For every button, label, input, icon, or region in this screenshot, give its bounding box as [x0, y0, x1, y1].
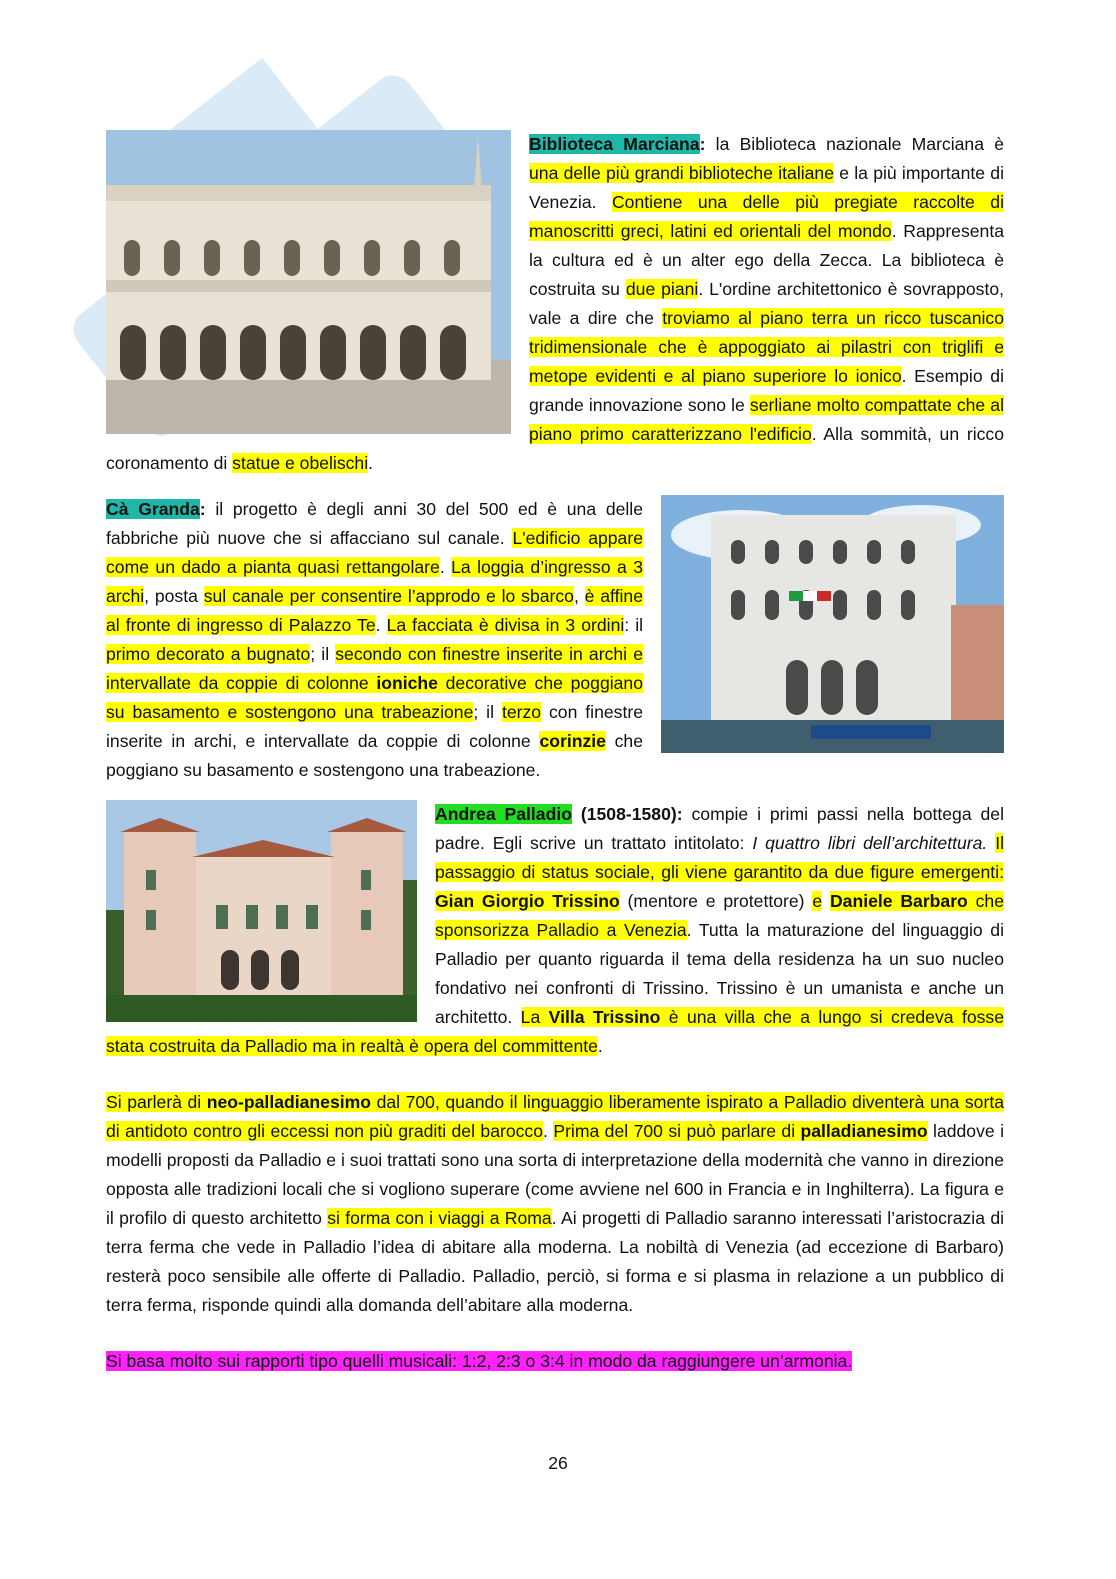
highlight-run: e [812, 891, 823, 911]
highlight-run: Si parlerà di [106, 1092, 207, 1112]
heading-colon: : [699, 134, 706, 154]
highlight-bold-run: Daniele Barbaro [829, 891, 968, 911]
text-run: . Esempio di grande innovazione sono le [529, 366, 1004, 415]
heading-colon: : [199, 499, 206, 519]
text-run: . L'ordine architettonico è sovrapposto, vale a dire che [529, 279, 1005, 328]
text-run: il progetto è degli anni 30 del 500 ed è una delle fabbriche più nuove che si affacciano sul canale. [106, 499, 643, 548]
text-run: . [375, 615, 387, 635]
highlight-run: secondo con finestre inserite in archi e intervallate da coppie di colonne [106, 644, 643, 693]
highlight-bold-run: ioniche [376, 673, 438, 693]
magenta-highlight-run: Si basa molto sui rapporti tipo quelli musicali: 1:2, 2:3 o 3:4 in modo da raggiungere un’armonia. [106, 1351, 853, 1371]
text-run: : il [624, 615, 644, 635]
highlight-run: che sponsorizza Palladio a Venezia [435, 891, 1004, 940]
highlight-run: L'edificio appare come un dado a pianta quasi rettangolare [106, 528, 643, 577]
highlight-run: Il passaggio di status sociale, gli viene garantito da due figure emergenti: [435, 833, 1004, 882]
text-run [822, 891, 830, 911]
text-run: , [573, 586, 585, 606]
text-run: con finestre inserite in archi, e intervallate da coppie di colonne [106, 702, 643, 751]
rapporti-musicali-paragraph [106, 1347, 1004, 1376]
highlight-bold-run: neo-palladianesimo [206, 1092, 372, 1112]
highlight-run: è una villa che a lungo si credeva fosse stata costruita da Palladio ma in realtà è opera del committente [106, 1007, 1004, 1056]
heading-ca-granda: Cà Granda [106, 499, 200, 519]
text-run: la Biblioteca nazionale Marciana è [705, 134, 1004, 154]
highlight-run: primo decorato a bugnato [106, 644, 311, 664]
highlight-run: La facciata è divisa in 3 ordini [386, 615, 625, 635]
text-run: . [597, 1036, 603, 1056]
highlight-run: Prima del 700 si può parlare di [553, 1121, 801, 1141]
section-palladianesimo [106, 1088, 1004, 1320]
highlight-bold-run: Villa Trissino [548, 1007, 661, 1027]
highlight-run: sul canale per consentire l’approdo e lo sbarco [203, 586, 574, 606]
palladio-dates: (1508-1580): [571, 804, 683, 824]
text-run: . Ai progetti di Palladio saranno interessati l’aristocrazia di terra ferma che vede in Palladio l’idea di abitare alla moderna. La nobiltà di Venezia (ad eccezione di Barbaro) resterà poco sensibile alle offerte di Palladio. Palladio, perciò, si forma e si plasma in relazione a un pubblico di terra ferma, risponde quindi alla domanda dell’abitare alla moderna. [106, 1208, 1005, 1315]
highlight-bold-run: Gian Giorgio Trissino [435, 891, 620, 911]
page-number: 26 [548, 1453, 568, 1473]
highlight-run: una delle più grandi biblioteche italiane [529, 163, 834, 183]
book-title: I quattro libri dell’architettura. [752, 833, 988, 853]
text-run: ; il [473, 702, 502, 722]
highlight-bold-run: palladianesimo [800, 1121, 928, 1141]
villa-trissino-photo [106, 800, 417, 1022]
text-run: . [543, 1121, 554, 1141]
highlight-bold-run: corinzie [539, 731, 606, 751]
highlight-run: si forma con i viaggi a Roma [327, 1208, 552, 1228]
heading-biblioteca-marciana: Biblioteca Marciana [529, 134, 700, 154]
highlight-run: due piani [625, 279, 699, 299]
highlight-run: Contiene una delle più pregiate raccolte di manoscritti greci, latini ed orientali del mondo [529, 192, 1004, 241]
text-run: . Alla sommità, un ricco coronamento di [106, 424, 1004, 473]
palladianesimo-paragraph [106, 1088, 1004, 1320]
section-ca-granda [106, 495, 1004, 785]
text-run: (mentore e protettore) [619, 891, 813, 911]
highlight-run: terzo [501, 702, 542, 722]
text-run: . [439, 557, 452, 577]
highlight-run: troviamo al piano terra un ricco tuscanico tridimensionale che è appoggiato ai pilastri con triglifi e metope evidenti e al piano superiore lo ionico [529, 308, 1004, 386]
highlight-run: statue e obelischi [232, 453, 369, 473]
text-run: . [368, 453, 374, 473]
highlight-run: è affine al fronte di ingresso di Palazzo Te [106, 586, 643, 635]
text-run: e la più importante di Venezia. [529, 163, 1004, 212]
section-biblioteca-marciana [106, 130, 1004, 478]
text-run: che poggiano su basamento e sostengono una trabeazione. [106, 731, 643, 780]
text-run: . Rappresenta la cultura ed è un alter ego della Zecca. La biblioteca è costruita su [529, 221, 1004, 299]
biblioteca-marciana-photo [106, 130, 511, 434]
highlight-run: La [520, 1007, 549, 1027]
highlight-run: serliane molto compattate che al piano primo caratterizzano l'edificio [529, 395, 1004, 444]
text-run: laddove i modelli proposti da Palladio e i suoi trattati sono una sorta di interpretazione della modernità che vanno in direzione opposta alle tradizioni locali che si vogliono superare (come avviene nel 600 in Francia e in Inghilterra). La figura e il profilo di questo architetto [106, 1121, 1004, 1228]
section-rapporti-musicali [106, 1347, 1004, 1376]
heading-andrea-palladio: Andrea Palladio [435, 804, 572, 824]
section-andrea-palladio [106, 800, 1004, 1061]
ca-granda-photo [661, 495, 1004, 753]
highlight-run: dal 700, quando il linguaggio liberamente ispirato a Palladio diventerà una sorta di antidoto contro gli eccessi non più graditi del barocco [106, 1092, 1004, 1141]
highlight-run: decorative che poggiano su basamento e sostengono una trabeazione [106, 673, 643, 722]
text-run: ; il [310, 644, 336, 664]
text-run: , posta [144, 586, 204, 606]
highlight-run: La loggia d’ingresso a 3 archi [106, 557, 643, 606]
text-run: compie i primi passi nella bottega del padre. Egli scrive un trattato intitolato: [435, 804, 1004, 853]
text-run: . Tutta la maturazione del linguaggio di Palladio per quanto riguarda il tema della residenza ha un suo nucleo fondativo nei confronti di Trissino. Trissino è un umanista e anche un architetto. [435, 920, 1004, 1027]
